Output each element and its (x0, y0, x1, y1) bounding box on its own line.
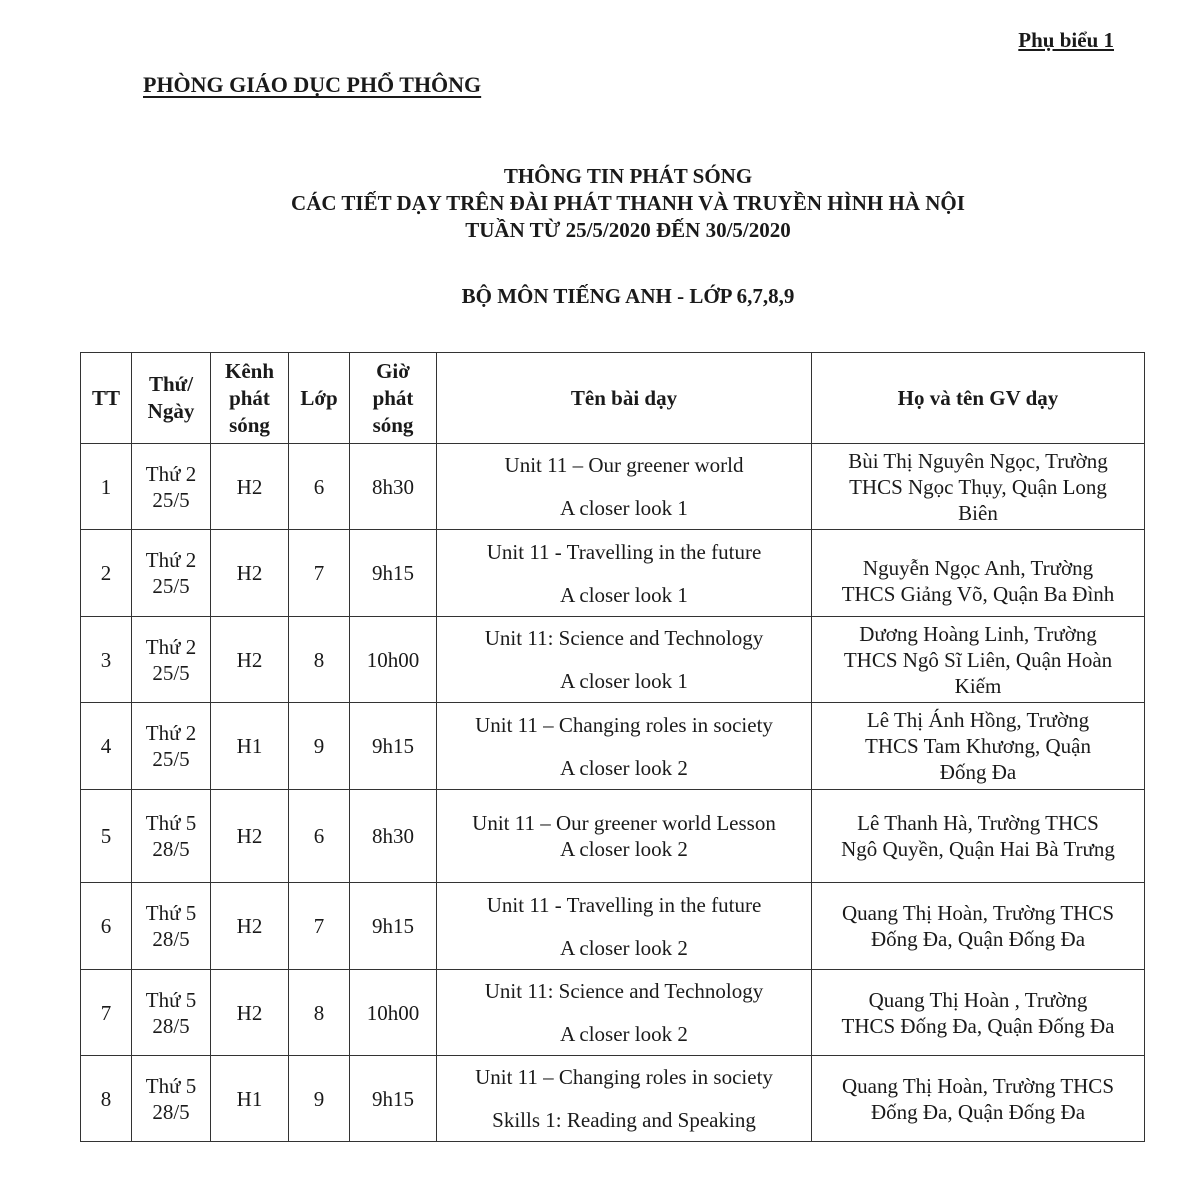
cell-teacher (812, 1056, 1145, 1142)
column-header-time-line: sóng (372, 412, 414, 437)
column-header-channel-line: Kênh (224, 358, 274, 383)
teacher-line: Biên (958, 500, 998, 525)
cell-day (132, 530, 211, 617)
teacher-line: Bùi Thị Nguyên Ngọc, Trường (848, 448, 1108, 473)
cell-time: 9h15 (350, 530, 437, 617)
teacher-line: Đống Đa, Quận Đống Đa (870, 927, 1086, 951)
cell-tt: 8 (81, 1056, 132, 1142)
cell-day (132, 790, 211, 883)
table-row (81, 530, 1145, 617)
teacher-line: Nguyễn Ngọc Anh, Trường (862, 556, 1094, 580)
department-name: PHÒNG GIÁO DỤC PHỔ THÔNG (143, 72, 482, 97)
column-header-day-line: Thứ/ (148, 372, 194, 396)
teacher-line: Dương Hoàng Linh, Trường (859, 621, 1097, 646)
lesson-unit: Unit 11 - Travelling in the future (486, 539, 762, 564)
document-title (0, 163, 1199, 244)
cell-date: 25/5 (152, 487, 190, 512)
cell-grade: 9 (289, 1056, 350, 1142)
cell-teacher (812, 530, 1145, 617)
column-header-grade: Lớp (289, 353, 350, 444)
cell-teacher (812, 444, 1145, 530)
title-line-3: TUẦN TỪ 25/5/2020 ĐẾN 30/5/2020 (465, 218, 791, 242)
cell-tt: 5 (81, 790, 132, 883)
title-line-2: CÁC TIẾT DẠY TRÊN ĐÀI PHÁT THANH VÀ TRUYỀN HÌNH HÀ NỘI (291, 191, 965, 215)
cell-time: 8h30 (350, 444, 437, 530)
appendix-label: Phụ biểu 1 (1018, 28, 1114, 52)
cell-channel: H2 (211, 883, 289, 970)
broadcast-schedule-table (80, 352, 1145, 1142)
cell-teacher (812, 703, 1145, 790)
column-header-time-line: Giờ (376, 358, 410, 383)
lesson-unit: Unit 11 – Our greener world (504, 453, 744, 477)
cell-teacher (812, 617, 1145, 703)
cell-grade: 9 (289, 703, 350, 790)
cell-teacher (812, 883, 1145, 970)
cell-lesson (437, 790, 812, 883)
column-header-time-line: phát (372, 385, 414, 410)
cell-teacher (812, 970, 1145, 1056)
cell-date: 28/5 (152, 927, 190, 951)
cell-time: 10h00 (350, 617, 437, 703)
cell-channel: H2 (211, 530, 289, 617)
cell-time: 10h00 (350, 970, 437, 1056)
table-row (81, 790, 1145, 883)
cell-lesson (437, 444, 812, 530)
cell-weekday: Thứ 2 (145, 634, 197, 659)
cell-tt: 1 (81, 444, 132, 530)
cell-channel: H2 (211, 444, 289, 530)
cell-weekday: Thứ 5 (145, 811, 197, 835)
teacher-line: Quang Thị Hoàn, Trường THCS (842, 901, 1114, 925)
column-header-channel (211, 353, 289, 444)
lesson-part: A closer look 2 (560, 837, 688, 861)
teacher-line: THCS Giảng Võ, Quận Ba Đình (841, 582, 1115, 606)
cell-tt: 6 (81, 883, 132, 970)
cell-date: 28/5 (152, 837, 190, 861)
lesson-unit: Unit 11: Science and Technology (484, 626, 764, 650)
cell-lesson (437, 617, 812, 703)
cell-day (132, 703, 211, 790)
table-row (81, 617, 1145, 703)
column-header-day-line: Ngày (147, 399, 195, 423)
cell-weekday: Thứ 5 (145, 901, 197, 925)
cell-weekday: Thứ 2 (145, 548, 197, 572)
lesson-part: A closer look 2 (560, 935, 688, 960)
cell-weekday: Thứ 2 (145, 461, 197, 486)
cell-date: 25/5 (152, 747, 190, 771)
lesson-unit: Unit 11 – Our greener world Lesson (472, 811, 776, 835)
cell-channel: H2 (211, 617, 289, 703)
table-row (81, 444, 1145, 530)
cell-teacher (812, 790, 1145, 883)
lesson-unit: Unit 11 – Changing roles in society (475, 712, 773, 737)
lesson-unit: Unit 11: Science and Technology (484, 979, 764, 1003)
teacher-line: Quang Thị Hoàn, Trường THCS (842, 1073, 1114, 1098)
cell-weekday: Thứ 2 (145, 721, 197, 745)
lesson-unit: Unit 11 - Travelling in the future (486, 892, 762, 917)
cell-lesson (437, 530, 812, 617)
lesson-part: A closer look 1 (560, 669, 688, 693)
column-header-channel-line: sóng (229, 412, 270, 437)
cell-channel: H1 (211, 703, 289, 790)
cell-day (132, 970, 211, 1056)
lesson-unit: Unit 11 – Changing roles in society (475, 1065, 773, 1089)
table-header-row (81, 353, 1145, 444)
column-header-time (350, 353, 437, 444)
teacher-line: Quang Thị Hoàn , Trường (868, 987, 1088, 1012)
cell-time: 9h15 (350, 703, 437, 790)
teacher-line: THCS Đống Đa, Quận Đống Đa (841, 1013, 1115, 1038)
cell-grade: 7 (289, 883, 350, 970)
teacher-line: THCS Tam Khương, Quận (865, 734, 1091, 758)
cell-lesson (437, 703, 812, 790)
cell-channel: H2 (211, 970, 289, 1056)
cell-day (132, 444, 211, 530)
cell-date: 28/5 (152, 1013, 190, 1038)
lesson-part: A closer look 2 (560, 755, 688, 780)
cell-weekday: Thứ 5 (145, 987, 197, 1012)
cell-channel: H2 (211, 790, 289, 883)
teacher-line: Kiếm (954, 673, 1002, 698)
teacher-line: Lê Thị Ánh Hồng, Trường (866, 708, 1090, 732)
cell-weekday: Thứ 5 (145, 1073, 197, 1098)
cell-date: 25/5 (152, 574, 190, 598)
lesson-part: A closer look 1 (560, 496, 688, 520)
column-header-channel-line: phát (229, 385, 270, 410)
cell-lesson (437, 1056, 812, 1142)
teacher-line: Đống Đa (939, 760, 1017, 784)
table-row (81, 703, 1145, 790)
cell-grade: 8 (289, 617, 350, 703)
subject-heading: BỘ MÔN TIẾNG ANH - LỚP 6,7,8,9 (461, 284, 795, 308)
cell-lesson (437, 883, 812, 970)
column-header-day (132, 353, 211, 444)
table-row (81, 970, 1145, 1056)
lesson-part: A closer look 1 (560, 582, 688, 607)
cell-lesson (437, 970, 812, 1056)
teacher-line: THCS Ngọc Thụy, Quận Long (849, 474, 1107, 499)
teacher-line: Ngô Quyền, Quận Hai Bà Trưng (841, 837, 1115, 861)
lesson-part: A closer look 2 (560, 1022, 688, 1046)
column-header-tt: TT (81, 353, 132, 444)
cell-grade: 6 (289, 444, 350, 530)
cell-channel: H1 (211, 1056, 289, 1142)
table-row (81, 1056, 1145, 1142)
column-header-lesson: Tên bài dạy (437, 353, 812, 444)
cell-day (132, 617, 211, 703)
cell-tt: 3 (81, 617, 132, 703)
cell-tt: 7 (81, 970, 132, 1056)
cell-time: 9h15 (350, 883, 437, 970)
cell-time: 9h15 (350, 1056, 437, 1142)
cell-tt: 2 (81, 530, 132, 617)
cell-tt: 4 (81, 703, 132, 790)
cell-day (132, 883, 211, 970)
cell-grade: 7 (289, 530, 350, 617)
teacher-line: Đống Đa, Quận Đống Đa (870, 1099, 1086, 1124)
lesson-part: Skills 1: Reading and Speaking (492, 1108, 756, 1132)
cell-date: 25/5 (152, 660, 190, 685)
cell-day (132, 1056, 211, 1142)
teacher-line: THCS Ngô Sĩ Liên, Quận Hoàn (843, 647, 1113, 672)
column-header-teacher: Họ và tên GV dạy (812, 353, 1145, 444)
title-line-1: THÔNG TIN PHÁT SÓNG (503, 164, 753, 188)
cell-date: 28/5 (152, 1099, 190, 1124)
teacher-line: Lê Thanh Hà, Trường THCS (857, 811, 1099, 835)
table-row (81, 883, 1145, 970)
cell-time: 8h30 (350, 790, 437, 883)
cell-grade: 8 (289, 970, 350, 1056)
cell-grade: 6 (289, 790, 350, 883)
